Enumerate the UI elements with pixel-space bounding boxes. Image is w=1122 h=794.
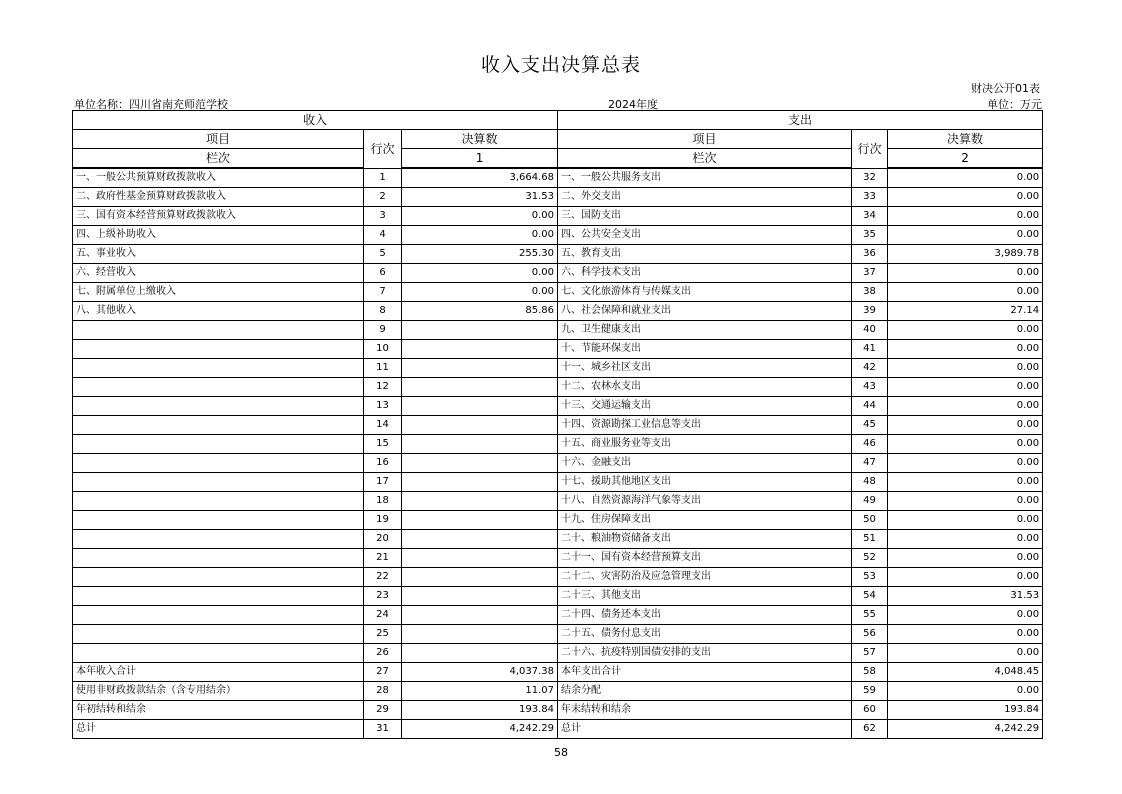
- income-amount: [402, 625, 558, 644]
- expense-amount: 0.00: [888, 264, 1043, 283]
- income-item: 七、附属单位上缴收入: [73, 283, 364, 302]
- income-amount: 255.30: [402, 245, 558, 264]
- expense-row-no: 53: [852, 568, 888, 587]
- table-row: [73, 606, 1043, 625]
- page-title: 收入支出决算总表: [480, 54, 641, 76]
- income-row-no: 17: [364, 473, 402, 492]
- income-item: 总计: [73, 720, 364, 739]
- expense-row-no: 58: [852, 663, 888, 682]
- income-amount: [402, 511, 558, 530]
- table-row: [73, 644, 1043, 663]
- expense-item: 二十六、抗疫特别国债安排的支出: [558, 644, 852, 663]
- income-item: 本年收入合计: [73, 663, 364, 682]
- expense-amount: 0.00: [888, 340, 1043, 359]
- table-row: [73, 492, 1043, 511]
- expense-row-no: 62: [852, 720, 888, 739]
- expense-item: 十九、住房保障支出: [558, 511, 852, 530]
- expense-item: 结余分配: [558, 682, 852, 701]
- income-row-no: 14: [364, 416, 402, 435]
- table-row: [73, 454, 1043, 473]
- table-row: [73, 701, 1043, 720]
- expense-amount: 0.00: [888, 416, 1043, 435]
- income-row-no: 19: [364, 511, 402, 530]
- table-row: [73, 283, 1043, 302]
- expense-item: 七、文化旅游体育与传媒支出: [558, 283, 852, 302]
- income-row-no: 12: [364, 378, 402, 397]
- income-amount: [402, 378, 558, 397]
- income-item: [73, 359, 364, 378]
- income-amount: 0.00: [402, 283, 558, 302]
- expense-item: 四、公共安全支出: [558, 226, 852, 245]
- expense-amount: 0.00: [888, 359, 1043, 378]
- income-column-number: 1: [402, 149, 558, 169]
- income-item: [73, 435, 364, 454]
- expense-row-no: 43: [852, 378, 888, 397]
- expense-amount: 0.00: [888, 625, 1043, 644]
- table-row: [73, 302, 1043, 321]
- expense-amount: 0.00: [888, 321, 1043, 340]
- income-item: [73, 416, 364, 435]
- income-row-no: 2: [364, 188, 402, 207]
- income-row-no: 21: [364, 549, 402, 568]
- income-row-no: 24: [364, 606, 402, 625]
- income-row-no: 20: [364, 530, 402, 549]
- income-amount: [402, 397, 558, 416]
- income-amount: [402, 454, 558, 473]
- income-amount: [402, 644, 558, 663]
- income-row-no: 25: [364, 625, 402, 644]
- income-item: [73, 454, 364, 473]
- income-row-no: 23: [364, 587, 402, 606]
- income-row-no: 7: [364, 283, 402, 302]
- table-row: [73, 530, 1043, 549]
- income-row-no: 13: [364, 397, 402, 416]
- expense-amount: 0.00: [888, 606, 1043, 625]
- expense-amount: 0.00: [888, 207, 1043, 226]
- table-row: [73, 321, 1043, 340]
- income-column-label: 栏次: [73, 149, 364, 169]
- income-item: 五、事业收入: [73, 245, 364, 264]
- expense-item-header: 项目: [558, 130, 852, 149]
- expense-amount: 0.00: [888, 511, 1043, 530]
- expense-row-no: 56: [852, 625, 888, 644]
- expense-amount: 0.00: [888, 644, 1043, 663]
- expense-row-no: 32: [852, 168, 888, 188]
- income-item: [73, 606, 364, 625]
- page-number: 58: [554, 746, 568, 759]
- expense-amount: 27.14: [888, 302, 1043, 321]
- income-item: [73, 340, 364, 359]
- unit-name: 单位名称：四川省南充师范学校: [74, 98, 228, 111]
- table-row: [73, 587, 1043, 606]
- expense-item: 本年支出合计: [558, 663, 852, 682]
- expense-row-no: 49: [852, 492, 888, 511]
- expense-row-no: 60: [852, 701, 888, 720]
- expense-item: 十二、农林水支出: [558, 378, 852, 397]
- income-amount: 0.00: [402, 207, 558, 226]
- table-row: [73, 682, 1043, 701]
- income-item: [73, 530, 364, 549]
- income-row-no: 6: [364, 264, 402, 283]
- expense-amount: 0.00: [888, 435, 1043, 454]
- expense-row-no: 48: [852, 473, 888, 492]
- income-amount: [402, 606, 558, 625]
- expense-amount: 0.00: [888, 492, 1043, 511]
- income-row-no: 3: [364, 207, 402, 226]
- expense-item: 二十四、债务还本支出: [558, 606, 852, 625]
- table-row: [73, 207, 1043, 226]
- expense-item: 十四、资源勘探工业信息等支出: [558, 416, 852, 435]
- expense-item: 二十三、其他支出: [558, 587, 852, 606]
- expense-amount: 31.53: [888, 587, 1043, 606]
- expense-item: 十五、商业服务业等支出: [558, 435, 852, 454]
- expense-amount-header: 决算数: [888, 130, 1043, 149]
- income-amount: [402, 435, 558, 454]
- income-item: [73, 587, 364, 606]
- expense-amount: 0.00: [888, 378, 1043, 397]
- income-amount: 193.84: [402, 701, 558, 720]
- expense-amount: 0.00: [888, 397, 1043, 416]
- expense-item: 八、社会保障和就业支出: [558, 302, 852, 321]
- income-row-no: 26: [364, 644, 402, 663]
- income-item: [73, 644, 364, 663]
- table-row: [73, 359, 1043, 378]
- expense-row-no: 52: [852, 549, 888, 568]
- expense-amount: 0.00: [888, 226, 1043, 245]
- income-item: [73, 568, 364, 587]
- income-item: [73, 511, 364, 530]
- expense-item: 九、卫生健康支出: [558, 321, 852, 340]
- expense-row-no: 51: [852, 530, 888, 549]
- expense-item: 三、国防支出: [558, 207, 852, 226]
- income-amount: 31.53: [402, 188, 558, 207]
- income-item: 八、其他收入: [73, 302, 364, 321]
- expense-row-no: 46: [852, 435, 888, 454]
- expense-item: 二十五、债务付息支出: [558, 625, 852, 644]
- income-amount: 3,664.68: [402, 168, 558, 188]
- income-item: 使用非财政拨款结余（含专用结余）: [73, 682, 364, 701]
- expense-row-no: 50: [852, 511, 888, 530]
- income-row-no: 11: [364, 359, 402, 378]
- expense-row-no: 38: [852, 283, 888, 302]
- expense-amount: 0.00: [888, 530, 1043, 549]
- expense-amount: 0.00: [888, 549, 1043, 568]
- expense-row-no: 47: [852, 454, 888, 473]
- table-row: [73, 416, 1043, 435]
- table-row: [73, 264, 1043, 283]
- expense-item: 十三、交通运输支出: [558, 397, 852, 416]
- income-item: [73, 473, 364, 492]
- income-amount: [402, 492, 558, 511]
- expense-row-no: 42: [852, 359, 888, 378]
- table-row: [73, 188, 1043, 207]
- income-amount: 4,242.29: [402, 720, 558, 739]
- table-row: [73, 397, 1043, 416]
- expense-item: 总计: [558, 720, 852, 739]
- expense-amount: 4,242.29: [888, 720, 1043, 739]
- income-row-no: 31: [364, 720, 402, 739]
- income-item: 二、政府性基金预算财政拨款收入: [73, 188, 364, 207]
- table-row: [73, 168, 1043, 188]
- income-row-no: 29: [364, 701, 402, 720]
- expense-row-no: 37: [852, 264, 888, 283]
- income-row-no: 1: [364, 168, 402, 188]
- expense-row-no: 57: [852, 644, 888, 663]
- expense-row-no: 59: [852, 682, 888, 701]
- income-item: 四、上级补助收入: [73, 226, 364, 245]
- income-item: [73, 492, 364, 511]
- table-row: [73, 245, 1043, 264]
- expense-row-no: 36: [852, 245, 888, 264]
- expense-section-header: 支出: [558, 111, 1043, 130]
- income-row-no: 8: [364, 302, 402, 321]
- income-row-no: 27: [364, 663, 402, 682]
- expense-item: 一、一般公共服务支出: [558, 168, 852, 188]
- expense-item: 十八、自然资源海洋气象等支出: [558, 492, 852, 511]
- income-amount: 11.07: [402, 682, 558, 701]
- table-row: [73, 378, 1043, 397]
- expense-row-no: 35: [852, 226, 888, 245]
- income-item: [73, 378, 364, 397]
- report-meta: [72, 96, 1042, 110]
- income-amount: [402, 568, 558, 587]
- expense-item: 五、教育支出: [558, 245, 852, 264]
- expense-amount: 3,989.78: [888, 245, 1043, 264]
- expense-row-no: 41: [852, 340, 888, 359]
- table-row: [73, 720, 1043, 739]
- income-amount: [402, 416, 558, 435]
- expense-item: 二十一、国有资本经营预算支出: [558, 549, 852, 568]
- income-row-no: 22: [364, 568, 402, 587]
- income-item-header: 项目: [73, 130, 364, 149]
- expense-row-no: 45: [852, 416, 888, 435]
- expense-amount: 0.00: [888, 473, 1043, 492]
- income-item: [73, 321, 364, 340]
- expense-row-no: 34: [852, 207, 888, 226]
- income-amount: [402, 473, 558, 492]
- expense-column-label: 栏次: [558, 149, 852, 169]
- income-amount: 85.86: [402, 302, 558, 321]
- expense-amount: 0.00: [888, 568, 1043, 587]
- table-row: [73, 226, 1043, 245]
- expense-item: 十一、城乡社区支出: [558, 359, 852, 378]
- income-amount: [402, 359, 558, 378]
- income-amount: 4,037.38: [402, 663, 558, 682]
- income-amount: 0.00: [402, 226, 558, 245]
- income-row-no: 28: [364, 682, 402, 701]
- income-row-no: 10: [364, 340, 402, 359]
- expense-row-no: 55: [852, 606, 888, 625]
- table-row: [73, 549, 1043, 568]
- income-row-no: 18: [364, 492, 402, 511]
- table-row: [73, 435, 1043, 454]
- income-item: 年初结转和结余: [73, 701, 364, 720]
- income-row-no: 15: [364, 435, 402, 454]
- income-item: [73, 397, 364, 416]
- expense-item: 六、科学技术支出: [558, 264, 852, 283]
- expense-item: 二十二、灾害防治及应急管理支出: [558, 568, 852, 587]
- expense-amount: 0.00: [888, 454, 1043, 473]
- expense-item: 二、外交支出: [558, 188, 852, 207]
- income-row-no: 4: [364, 226, 402, 245]
- income-section-header: 收入: [73, 111, 558, 130]
- currency-unit: 单位：万元: [987, 98, 1042, 111]
- income-amount: [402, 321, 558, 340]
- table-row: [73, 511, 1043, 530]
- income-row-no: 9: [364, 321, 402, 340]
- income-amount: [402, 549, 558, 568]
- expense-item: 二十、粮油物资储备支出: [558, 530, 852, 549]
- income-row-no: 16: [364, 454, 402, 473]
- income-amount: [402, 587, 558, 606]
- income-amount: 0.00: [402, 264, 558, 283]
- expense-row-no: 33: [852, 188, 888, 207]
- expense-amount: 0.00: [888, 168, 1043, 188]
- expense-item: 十七、援助其他地区支出: [558, 473, 852, 492]
- expense-amount: 4,048.45: [888, 663, 1043, 682]
- income-item: [73, 549, 364, 568]
- form-id: 财决公开01表: [971, 82, 1040, 95]
- income-item: 六、经营收入: [73, 264, 364, 283]
- income-amount: [402, 340, 558, 359]
- table-row: [73, 663, 1043, 682]
- table-row: [73, 473, 1043, 492]
- income-amount-header: 决算数: [402, 130, 558, 149]
- expense-row-no: 39: [852, 302, 888, 321]
- income-row-no-header: 行次: [364, 130, 402, 169]
- expense-amount: 0.00: [888, 283, 1043, 302]
- income-item: [73, 625, 364, 644]
- income-item: 三、国有资本经营预算财政拨款收入: [73, 207, 364, 226]
- summary-table: [72, 110, 1043, 739]
- table-row: [73, 625, 1043, 644]
- expense-amount: 193.84: [888, 701, 1043, 720]
- expense-item: 十六、金融支出: [558, 454, 852, 473]
- expense-amount: 0.00: [888, 188, 1043, 207]
- income-amount: [402, 530, 558, 549]
- expense-row-no-header: 行次: [852, 130, 888, 169]
- expense-item: 年末结转和结余: [558, 701, 852, 720]
- report-year: 2024年度: [608, 98, 658, 111]
- expense-item: 十、节能环保支出: [558, 340, 852, 359]
- table-row: [73, 568, 1043, 587]
- expense-row-no: 54: [852, 587, 888, 606]
- expense-row-no: 40: [852, 321, 888, 340]
- income-row-no: 5: [364, 245, 402, 264]
- income-item: 一、一般公共预算财政拨款收入: [73, 168, 364, 188]
- table-row: [73, 340, 1043, 359]
- expense-amount: 0.00: [888, 682, 1043, 701]
- expense-column-number: 2: [888, 149, 1043, 169]
- expense-row-no: 44: [852, 397, 888, 416]
